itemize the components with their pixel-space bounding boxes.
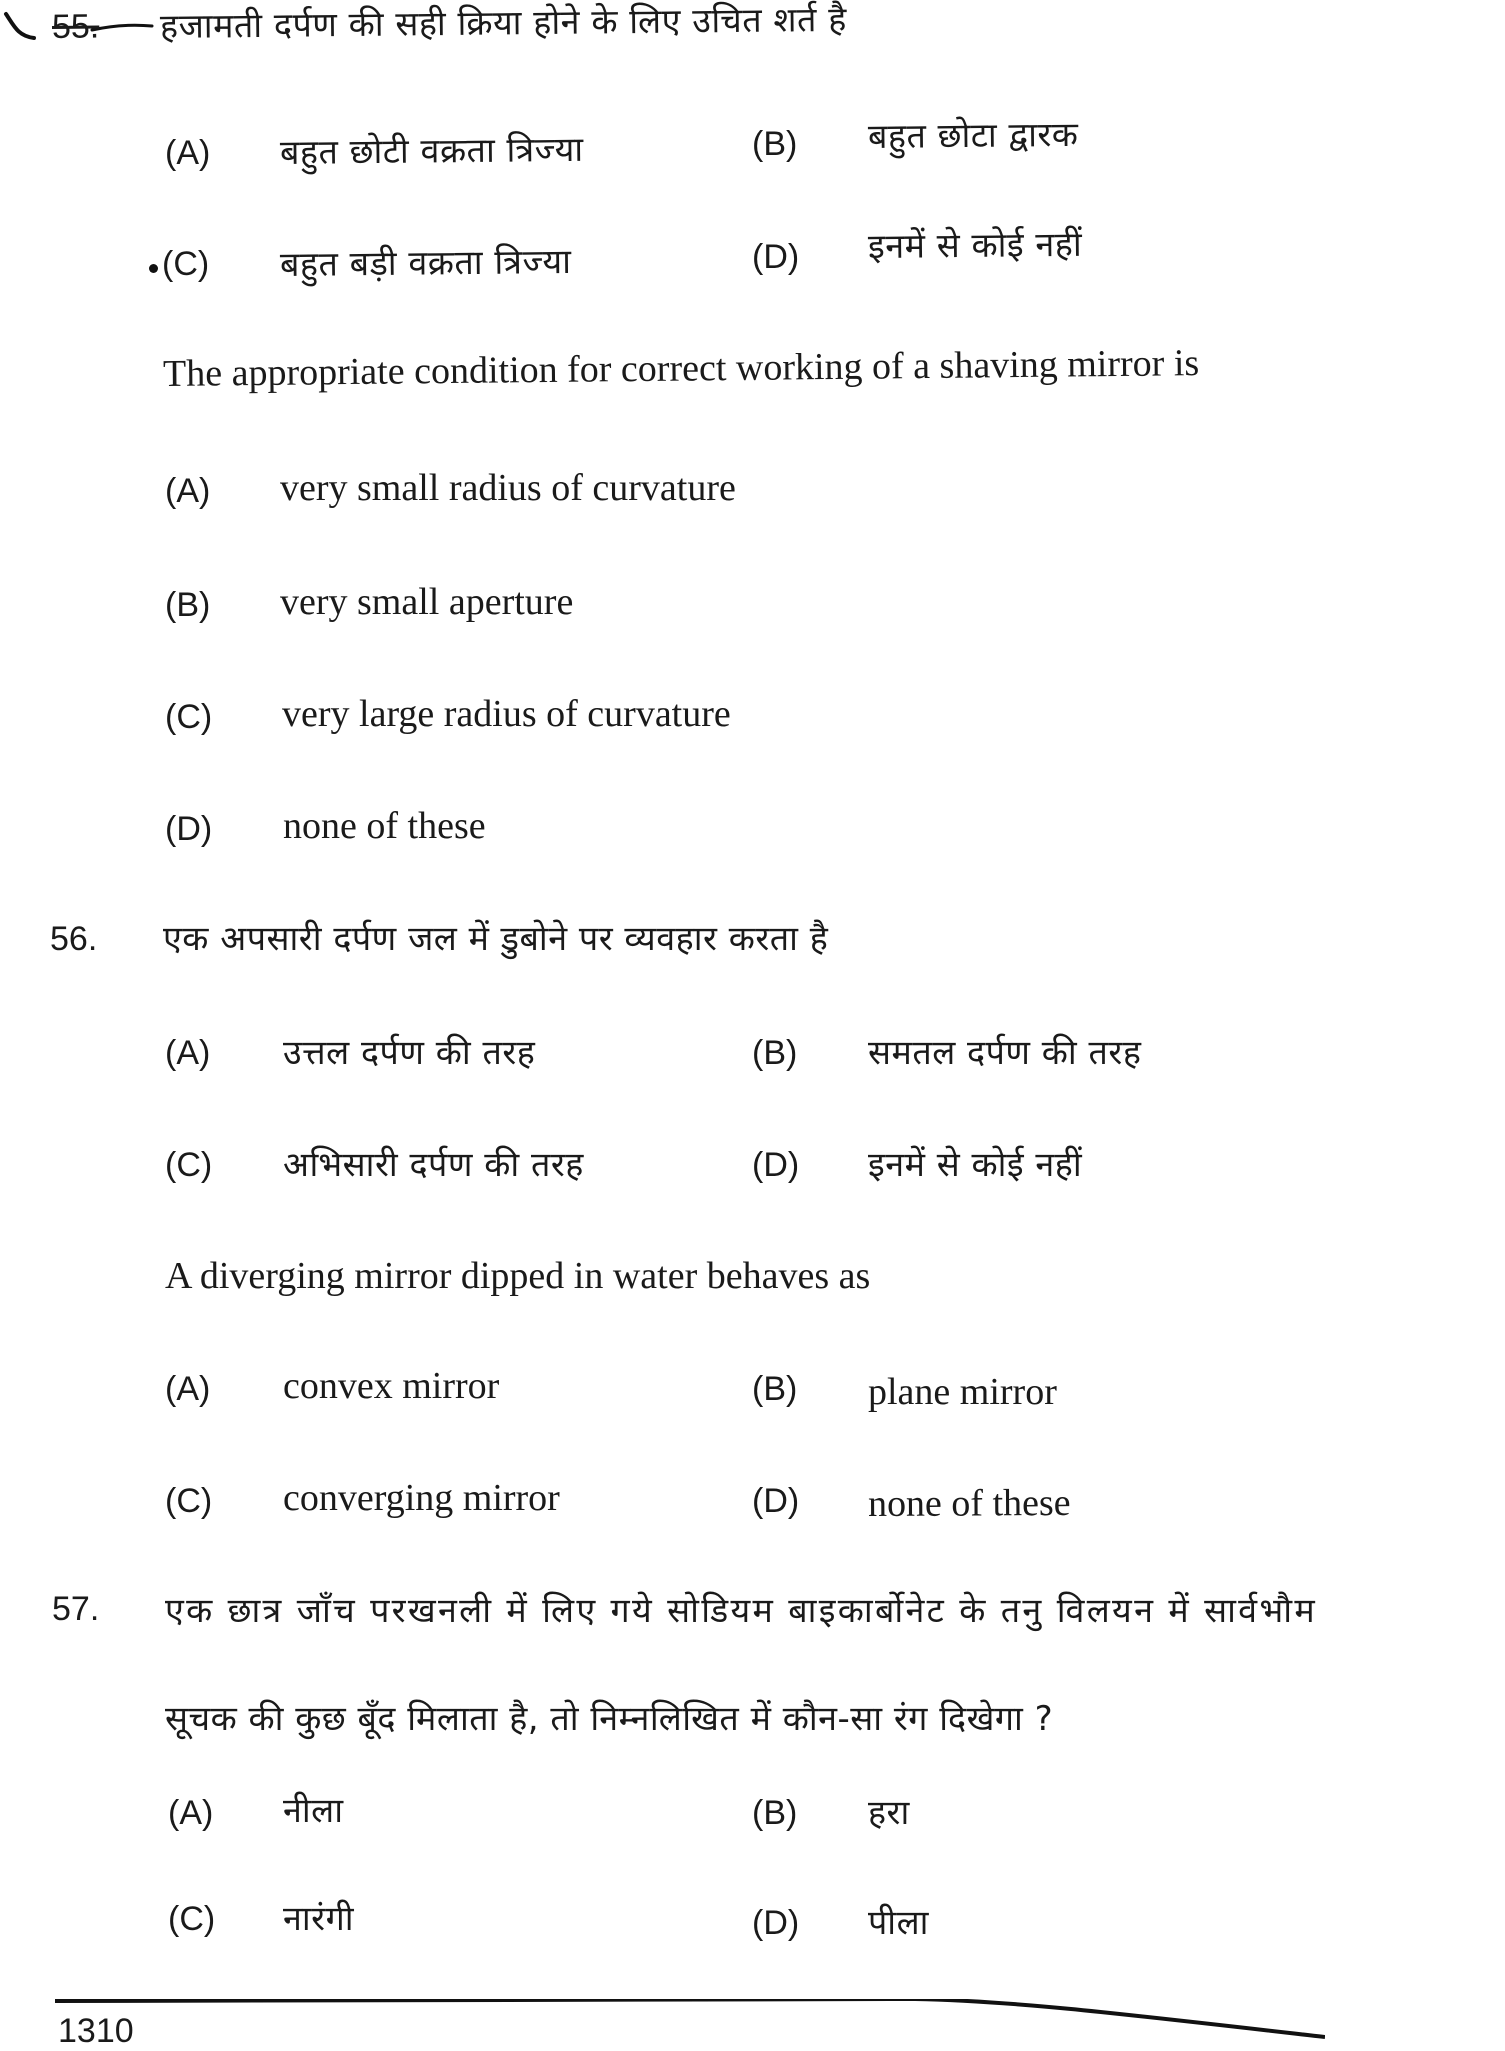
option-label: (A) (165, 1370, 211, 1408)
option-text: नारंगी (283, 1899, 355, 1939)
question-number: 55. (51, 7, 100, 46)
option-label: (C) (165, 1482, 213, 1520)
option-label: (B) (752, 1034, 798, 1072)
option-text: convex mirror (283, 1365, 500, 1407)
question-number: 56. (50, 920, 98, 958)
option-text: बहुत छोटी वक्रता त्रिज्या (279, 129, 584, 173)
option-text: समतल दर्पण की तरह (868, 1033, 1142, 1073)
question-stem-english: A diverging mirror dipped in water behaves as (165, 1255, 871, 1297)
option-label: (D) (752, 238, 800, 276)
option-label: (D) (165, 810, 213, 848)
question-stem-hindi: हजामती दर्पण की सही क्रिया होने के लिए उचित शर्त है (159, 0, 848, 47)
option-text: पीला (868, 1903, 929, 1943)
option-text: बहुत छोटा द्वारक (867, 114, 1079, 157)
option-text: हरा (868, 1793, 910, 1833)
page-code: 1310 (58, 2012, 134, 2050)
question-stem-hindi-line1: एक छात्र जाँच परखनली में लिए गये सोडियम बाइकार्बोनेट के तनु विलयन में सार्वभौम (165, 1591, 1318, 1631)
option-label: (A) (165, 134, 211, 172)
option-text: plane mirror (868, 1371, 1057, 1413)
option-label: (B) (165, 586, 211, 624)
option-label: (A) (165, 472, 211, 510)
option-text: very small aperture (280, 581, 574, 623)
option-text: none of these (867, 1481, 1071, 1525)
option-label: (B) (752, 1794, 798, 1832)
question-number: 57. (52, 1590, 100, 1628)
option-text: नीला (283, 1791, 344, 1831)
option-label: (C) (165, 1146, 213, 1184)
option-text: none of these (283, 805, 486, 847)
option-label: (C) (162, 245, 210, 283)
option-text: converging mirror (283, 1477, 560, 1519)
option-label: (C) (165, 698, 213, 736)
option-label: (C) (168, 1900, 216, 1938)
option-label: (D) (752, 1146, 800, 1184)
question-stem-hindi: एक अपसारी दर्पण जल में डुबोने पर व्यवहार करता है (163, 919, 829, 959)
option-label: (D) (752, 1904, 800, 1942)
option-text: इनमें से कोई नहीं (867, 224, 1083, 267)
option-label: (B) (752, 1370, 798, 1408)
option-label: (B) (752, 125, 798, 163)
footer-divider (55, 1999, 1325, 2039)
answer-mark-dot (149, 264, 158, 273)
option-text: बहुत बड़ी वक्रता त्रिज्या (279, 241, 572, 285)
option-label: (D) (752, 1482, 800, 1520)
option-text: very small radius of curvature (280, 467, 736, 509)
question-stem-hindi-line2: सूचक की कुछ बूँद मिलाता है, तो निम्नलिखित में कौन-सा रंग दिखेगा ? (165, 1699, 1054, 1739)
question-stem-english: The appropriate condition for correct working of a shaving mirror is (162, 342, 1200, 395)
option-text: उत्तल दर्पण की तरह (283, 1033, 536, 1073)
option-text: अभिसारी दर्पण की तरह (283, 1145, 584, 1185)
option-label: (A) (168, 1794, 214, 1832)
option-text: very large radius of curvature (282, 693, 731, 735)
option-label: (A) (165, 1034, 211, 1072)
option-text: इनमें से कोई नहीं (868, 1145, 1083, 1185)
